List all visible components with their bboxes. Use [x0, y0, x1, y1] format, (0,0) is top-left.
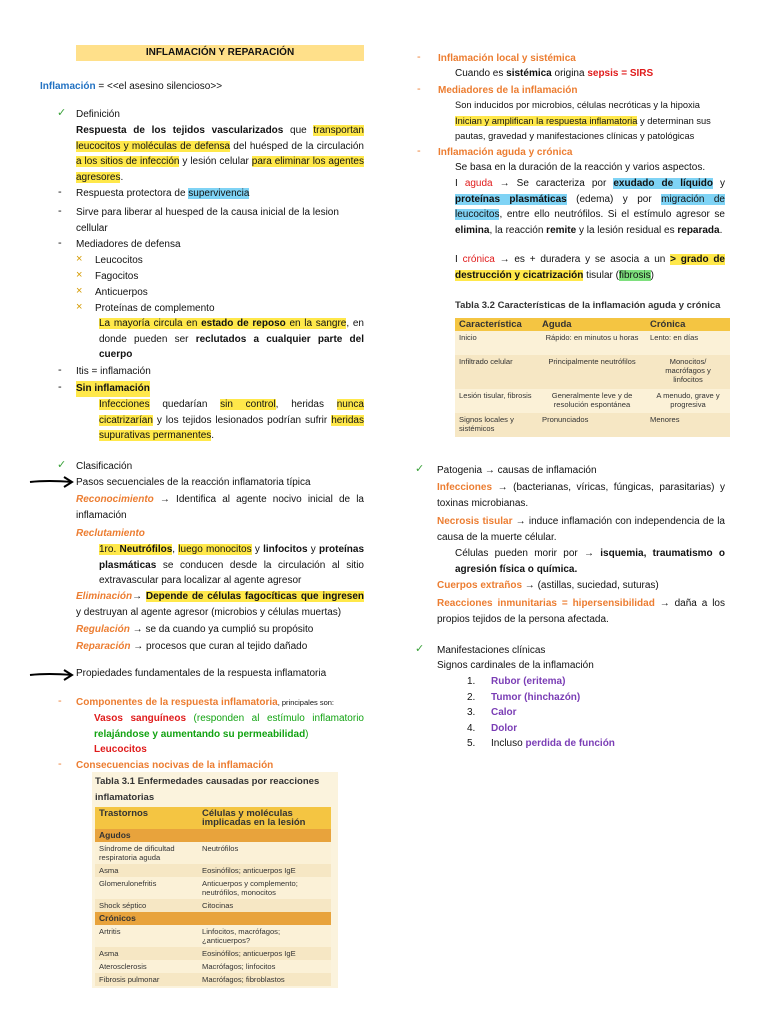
leucocitos-text: Leucocitos	[94, 744, 147, 755]
inflamacion-nickname: = <<el asesino silencioso>>	[95, 81, 223, 92]
cause-text: → induce inflamación con independencia de la causa de la muerte célular.	[437, 516, 725, 543]
section-cell: Crónicos	[99, 913, 136, 923]
ag-part: y la lesión residual es	[576, 224, 678, 236]
table-cell: Rápido: en minutos u horas	[545, 332, 639, 342]
dash-icon: -	[58, 237, 62, 249]
definicion-text	[76, 123, 364, 185]
reparacion-step	[76, 639, 307, 655]
caption-line: inflamatorias	[95, 791, 155, 803]
list-text: Incluso	[491, 738, 526, 749]
step-label: Reconocimiento	[76, 494, 154, 505]
vasos-part: (responden al estímulo inflamatorio	[186, 713, 364, 724]
sin-part: , heridas	[275, 399, 337, 410]
table-row	[95, 947, 331, 960]
itis-text: Itis = inflamación	[76, 366, 151, 377]
table-cell: Pronunciados	[542, 414, 589, 424]
table-cell: Artritis	[99, 927, 121, 936]
aguda-cronica-label: Inflamación aguda y crónica	[438, 147, 573, 158]
cuando-part: Cuando es	[455, 68, 507, 79]
ag-part: migración de leucocitos	[455, 193, 725, 220]
def-part: que	[283, 125, 314, 136]
step-text: → se da cuando ya cumplió su propósito	[129, 624, 314, 635]
cuando-part: sistémica	[506, 68, 552, 79]
medi-part: y determinan sus pautas, gravedad y manifestaciones clínicas y patológicas	[455, 115, 711, 141]
check-icon: ✓	[415, 643, 425, 655]
list-text: Calor	[491, 707, 517, 718]
table-cell: Eosinófilos; anticuerpos IgE	[202, 866, 296, 875]
cross-icon: ×	[76, 269, 83, 281]
hand-arrow-icon	[28, 475, 74, 489]
list-number: 5.	[467, 738, 476, 749]
list-number: 2.	[467, 691, 476, 703]
medi-part: Son inducidos por microbios, células necróticas y la hipoxia	[455, 100, 700, 110]
table-cell: Lento: en días	[650, 332, 699, 342]
def-part: para eliminar los agentes agresores	[76, 156, 364, 183]
header-cell: Células y moléculas implicadas en la lesión	[202, 808, 306, 828]
consecuencias-label: Consecuencias nocivas de la inflamación	[76, 760, 274, 771]
header-cell: Característica	[459, 318, 522, 330]
dash-icon: -	[417, 145, 421, 157]
ag-part: proteínas plasmáticas	[455, 193, 567, 205]
step-text: → Identifica al agente nocivo inicial de la inflamación	[76, 494, 364, 521]
celulas-text	[455, 546, 725, 577]
table-row	[455, 331, 730, 355]
reconocimiento-step	[76, 492, 364, 523]
table32-grid	[455, 318, 730, 437]
infecciones-text	[437, 480, 725, 511]
table-cell: Infiltrado celular	[459, 356, 513, 366]
list-item	[467, 674, 667, 690]
ag-part: (edema) y por	[566, 193, 662, 205]
def-part: Respuesta de los tejidos vascularizados	[76, 125, 284, 136]
step-label: Eliminación	[76, 591, 133, 602]
cel-part: → isquemia, traumatismo o agresión física o química.	[455, 548, 726, 575]
reclut-part: y	[307, 544, 320, 555]
local-sistemica-label: Inflamación local y sistémica	[438, 53, 576, 64]
table-cell: Macrófagos; linfocitos	[202, 962, 276, 971]
mayoria-part: reclutados a cualquier parte del cuerpo	[99, 333, 364, 360]
table-row	[95, 899, 331, 912]
cuando-text	[455, 66, 653, 82]
definicion-label: Definición	[76, 109, 120, 120]
eliminacion-step	[76, 589, 364, 620]
page-title: INFLAMACIÓN Y REPARACIÓN	[76, 45, 364, 61]
table-header	[455, 318, 730, 331]
componentes-title: Componentes de la respuesta inflamatoria	[76, 697, 278, 708]
reclut-part: ,	[172, 544, 179, 555]
table-caption	[95, 774, 335, 805]
cause-label: Reacciones inmunitarias = hipersensibilidad	[437, 598, 655, 609]
reclut-part: y	[251, 544, 264, 555]
step-text: →	[132, 591, 146, 602]
componentes-label	[76, 695, 334, 711]
table-cell: Anticuerpos y complemento; neutrófilos, monocitos	[202, 879, 298, 897]
table-row	[95, 925, 331, 947]
list-number: 4.	[467, 722, 476, 734]
respuesta-protectora	[76, 186, 249, 202]
table-row	[95, 864, 331, 877]
mayoria-part: , en donde pueden ser	[99, 318, 364, 345]
step-text: y destruyan al agente agresor (microbios y células muertas)	[76, 606, 342, 618]
cr-part: )	[650, 269, 654, 281]
reclut-part: luego monocitos	[178, 544, 252, 555]
sin-part: Infecciones	[99, 399, 150, 410]
table-cell: Linfocitos, macrófagos; ¿anticuerpos?	[202, 927, 281, 945]
list-item	[467, 736, 667, 752]
mayoria-part: en la sangre	[285, 318, 347, 329]
aguda-text	[455, 176, 725, 238]
table-section	[95, 829, 331, 842]
vasos-part: Vasos sanguíneos	[94, 713, 187, 724]
inflamacion-label: Inflamación	[40, 81, 96, 92]
sirve-text: Sirve para liberar al huesped de la causa inicial de la lesion cellular	[76, 207, 339, 234]
cr-part: > grado de destrucción y cicatrización	[455, 254, 725, 281]
med-item: Anticuerpos	[95, 287, 148, 298]
mayoria-part: estado de reposo	[201, 318, 286, 329]
list-number: 1.	[467, 676, 476, 687]
table-cell: Inicio	[459, 332, 477, 342]
ag-part: I	[455, 178, 465, 189]
step-highlight: Depende de células fagocíticas que ingresen	[145, 591, 365, 602]
cr-part: crónica	[462, 254, 495, 265]
table-row	[95, 877, 331, 899]
def-part: a los sitios de infección	[76, 156, 180, 167]
ag-part: → Se caracteriza por	[492, 178, 614, 189]
table-row	[95, 973, 331, 986]
med-item: Fagocitos	[95, 271, 139, 282]
caption-line: Tabla 3.1 Enfermedades causadas por reacciones	[95, 776, 320, 787]
table-row	[455, 389, 730, 413]
cross-icon: ×	[76, 301, 83, 313]
table-cell: Eosinófilos; anticuerpos IgE	[202, 949, 296, 958]
def-part: y lesión celular	[179, 156, 252, 167]
def-part: del huésped de la circulación	[230, 140, 364, 152]
cr-part: tisular (	[583, 269, 619, 281]
dash-icon: -	[417, 83, 421, 95]
table-cell: Generalmente leve y de resolución espontánea	[551, 390, 633, 409]
reclut-part: 1ro.	[99, 544, 120, 555]
cross-icon: ×	[76, 285, 83, 297]
ag-part: y	[712, 178, 726, 189]
med-item: Proteínas de complemento	[95, 303, 215, 314]
vasos-part: relajándose y aumentando su permeabilidad	[94, 728, 306, 740]
dash-icon: -	[58, 381, 62, 393]
resp-text: Respuesta protectora de	[76, 188, 189, 199]
reacciones-text	[437, 596, 725, 627]
propiedades-text: Propiedades fundamentales de la respuesta inflamatoria	[76, 668, 327, 679]
step-text: → procesos que curan al tejido dañado	[130, 641, 308, 652]
necrosis-text	[437, 514, 725, 545]
reclut-part: Neutrófilos	[119, 544, 173, 555]
reclutamiento-label: Reclutamiento	[76, 528, 145, 539]
table-cell: A menudo, grave y progresiva	[656, 390, 720, 409]
cross-icon: ×	[76, 253, 83, 265]
cause-text: → (bacterianas, víricas, fúngicas, parasitarias) y toxinas microbianas.	[437, 482, 725, 509]
mediadores-label: Mediadores de defensa	[76, 239, 181, 250]
signos-label: Signos cardinales de la inflamación	[437, 660, 594, 671]
cause-label: Cuerpos extraños	[437, 580, 523, 591]
table-cell: Shock séptico	[99, 901, 147, 910]
dash-icon: -	[58, 186, 62, 198]
vasos-text	[94, 711, 364, 742]
dash-icon: -	[417, 51, 421, 63]
check-icon: ✓	[57, 459, 67, 471]
reclut-part: proteínas plasmáticas	[99, 544, 365, 571]
reclut-part: linfocitos	[263, 544, 308, 555]
sin-part: nunca cicatrizarían	[99, 399, 364, 426]
ag-part: , la reacción	[489, 224, 547, 236]
check-icon: ✓	[57, 107, 67, 119]
ag-part: exudado de líquido	[613, 178, 713, 189]
dash-icon: -	[58, 364, 62, 376]
list-item	[467, 690, 667, 706]
reclutamiento-text	[99, 542, 364, 589]
table-row	[95, 842, 331, 864]
list-text: Rubor (eritema)	[491, 676, 566, 687]
cuerpos-text	[437, 578, 725, 594]
pasos-text: Pasos secuenciales de la reacción inflamatoria típica	[76, 477, 311, 488]
aguda-base: Se basa en la duración de la reacción y varios aspectos.	[455, 162, 706, 173]
def-part: .	[120, 171, 124, 183]
table-cell: Fibrosis pulmonar	[99, 975, 160, 984]
sin-part: quedarían	[149, 399, 221, 410]
table-cell: Aterosclerosis	[99, 962, 147, 971]
cuando-part: sepsis = SIRS	[587, 68, 654, 79]
table-cell: Glomerulonefritis	[99, 879, 157, 888]
vasos-part: )	[305, 728, 309, 740]
sin-part: sin control	[220, 399, 276, 410]
list-text: perdida de función	[525, 738, 615, 749]
def-part: transportan leucocitos y moléculas de defensa	[76, 125, 364, 152]
cr-part: I	[455, 254, 463, 265]
clasificacion-label: Clasificación	[76, 461, 133, 472]
cel-part: Células pueden morir por	[455, 548, 584, 559]
table-caption: Tabla 3.2 Características de la inflamación aguda y crónica	[455, 300, 721, 311]
sin-inflamacion-text	[99, 397, 364, 444]
ag-part: remite	[546, 224, 577, 236]
cause-text: → daña a los propios tejidos de la persona afectada.	[437, 598, 725, 625]
table-cell: Signos locales y sistémicos	[459, 414, 514, 433]
componentes-sub: , principales son:	[277, 698, 334, 707]
section-cell: Agudos	[99, 830, 131, 840]
table-cell: Neutrófilos	[202, 844, 239, 853]
table-row	[455, 413, 730, 437]
table-cell: Citocinas	[202, 901, 234, 910]
cronica-text	[455, 252, 725, 283]
table-3-2	[455, 298, 730, 437]
ag-part: aguda	[464, 178, 493, 189]
cause-label: Necrosis tisular	[437, 516, 513, 527]
list-item	[467, 705, 667, 721]
ag-part: elimina	[455, 224, 490, 236]
check-icon: ✓	[415, 463, 425, 475]
medi-part: Inician y amplifican la respuesta inflamatoria	[455, 115, 638, 126]
med-item: Leucocitos	[95, 255, 143, 266]
table-cell: Síndrome de dificultad respiratoria aguda	[99, 844, 175, 862]
resp-highlight: supervivencia	[188, 188, 250, 199]
mayoria-text	[99, 316, 364, 363]
table-section	[95, 912, 331, 925]
sin-part: heridas supurativas permanentes	[99, 414, 364, 441]
table-cell: Menores	[650, 414, 680, 424]
ag-part: , entre ello neutrófilos. Si el estímulo agresor se	[499, 209, 725, 220]
table-header	[95, 807, 331, 829]
ag-part: reparada	[677, 224, 720, 236]
manifestaciones-label: Manifestaciones clínicas	[437, 645, 546, 656]
step-label: Regulación	[76, 624, 130, 635]
table-cell: Macrófagos; fibroblastos	[202, 975, 285, 984]
inflamacion-heading	[40, 79, 365, 95]
patogenia-label: Patogenia → causas de inflamación	[437, 465, 597, 476]
step-label: Reparación	[76, 641, 131, 652]
list-text: Dolor	[491, 722, 518, 734]
cr-part: fibrosis	[618, 269, 651, 281]
mayoria-part: La mayoría circula en	[99, 318, 202, 329]
cuando-part: origina	[551, 68, 588, 79]
table31-grid	[95, 807, 331, 986]
table-cell: Asma	[99, 949, 119, 958]
reclut-part: se conducen desde la circulación al sitio extravascular para localizar al agente agresor	[99, 559, 364, 586]
sin-part: y los tejidos lesionados podrían sufrir	[152, 414, 332, 426]
dash-icon: -	[58, 695, 62, 707]
cardinal-list	[467, 674, 667, 752]
cr-part: → es + duradera y se asocia a un	[494, 254, 671, 265]
list-number: 3.	[467, 707, 476, 718]
sin-inflamacion-label: Sin inflamación	[76, 381, 150, 397]
table-row	[95, 960, 331, 973]
list-item	[467, 721, 667, 737]
dash-icon: -	[58, 758, 62, 770]
regulacion-step	[76, 622, 313, 638]
table-row	[455, 355, 730, 389]
ag-part: .	[719, 224, 723, 236]
table-cell: Principalmente neutrófilos	[548, 356, 636, 366]
table-3-1	[92, 772, 338, 988]
header-cell: Trastornos	[99, 808, 149, 819]
cause-text: → (astillas, suciedad, suturas)	[522, 580, 659, 591]
hand-arrow-icon	[28, 668, 74, 682]
table-cell: Monocitos/ macrófagos y linfocitos	[665, 356, 711, 384]
table-cell: Lesión tisular, fibrosis	[459, 390, 532, 400]
header-cell: Aguda	[542, 318, 572, 330]
header-cell: Crónica	[650, 318, 686, 330]
sin-part: .	[211, 430, 215, 441]
dash-icon: -	[58, 205, 62, 217]
mediadores-text	[455, 98, 731, 145]
cause-label: Infecciones	[437, 482, 493, 493]
table-cell: Asma	[99, 866, 119, 875]
mediadores-inflamacion-label: Mediadores de la inflamación	[438, 85, 578, 96]
list-text: Tumor (hinchazón)	[491, 691, 581, 703]
